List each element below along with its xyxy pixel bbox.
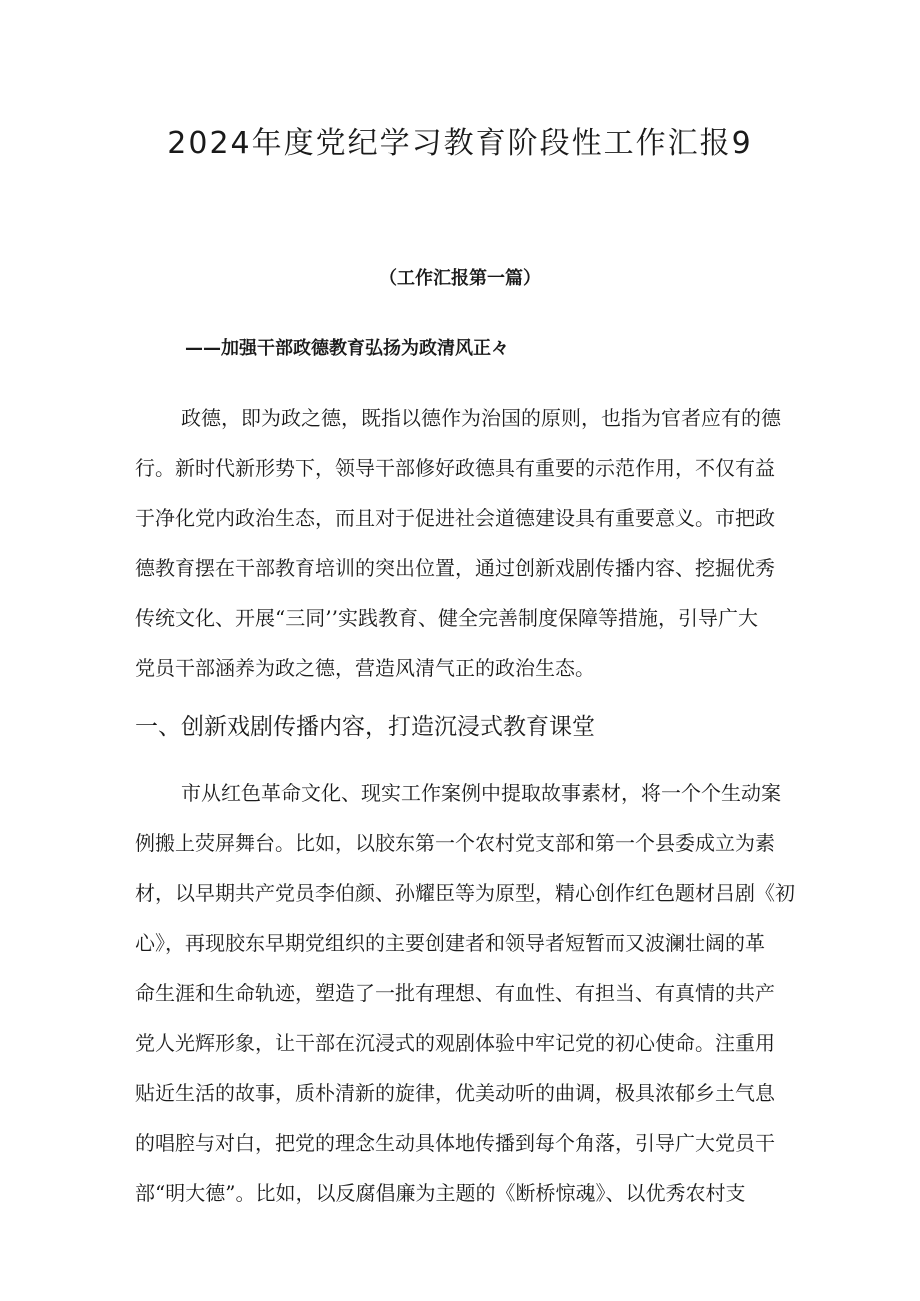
- paragraph-line: 行。新时代新形势下，领导干部修好政德具有重要的示范作用，不仅有益: [135, 456, 775, 480]
- paragraph-line: 政德，即为政之德，既指以德作为治国的原则，也指为官者应有的德: [181, 406, 781, 430]
- paragraph-line: 党员干部涵养为政之德，营造风清气正的政治生态。: [135, 656, 595, 680]
- paragraph-line: 例搬上荧屏舞台。比如，以胶东第一个农村党支部和第一个县委成立为素: [135, 831, 775, 855]
- paragraph-line: 德教育摆在干部教育培训的突出位置，通过创新戏剧传播内容、挖掘优秀: [135, 556, 775, 580]
- paragraph-line: 心》，再现胶东早期党组织的主要创建者和领导者短暂而又波澜壮阔的革: [135, 931, 765, 955]
- paragraph-line: 贴近生活的故事，质朴清新的旋律，优美动听的曲调，极具浓郁乡土气息: [135, 1081, 775, 1105]
- paragraph-line: 部“明大德”。比如，以反腐倡廉为主题的《断桥惊魂》、以优秀农村支: [135, 1181, 746, 1205]
- paragraph-line: 市从红色革命文化、现实工作案例中提取故事素材，将一个个生动案: [181, 781, 781, 805]
- paragraph-line: 党人光辉形象，让干部在沉浸式的观剧体验中牢记党的初心使命。注重用: [135, 1031, 775, 1055]
- paragraph-line: 传统文化、开展“三同’’实践教育、健全完善制度保障等措施，引导广大: [135, 606, 758, 630]
- document-subheading: ——加强干部政德教育弘扬为政清风正々: [185, 338, 509, 359]
- section-paragraph: [135, 768, 795, 1218]
- paragraph-line: 的唱腔与对白，把党的理念生动具体地传播到每个角落，引导广大党员干: [135, 1131, 775, 1155]
- paragraph-line: 命生涯和生命轨迹，塑造了一批有理想、有血性、有担当、有真情的共产: [135, 981, 775, 1005]
- paragraph-line: 材，以早期共产党员李伯颜、孙耀臣等为原型，精心创作红色题材吕剧《初: [135, 881, 795, 905]
- document-subtitle: （工作汇报第一篇）: [379, 268, 541, 289]
- section-heading: 一、创新戏剧传播内容，打造沉浸式教育课堂: [135, 714, 595, 740]
- intro-paragraph: [135, 393, 795, 693]
- document-title: 2024年度党纪学习教育阶段性工作汇报9: [167, 126, 753, 161]
- paragraph-line: 于净化党内政治生态，而且对于促进社会道德建设具有重要意义。市把政: [135, 506, 775, 530]
